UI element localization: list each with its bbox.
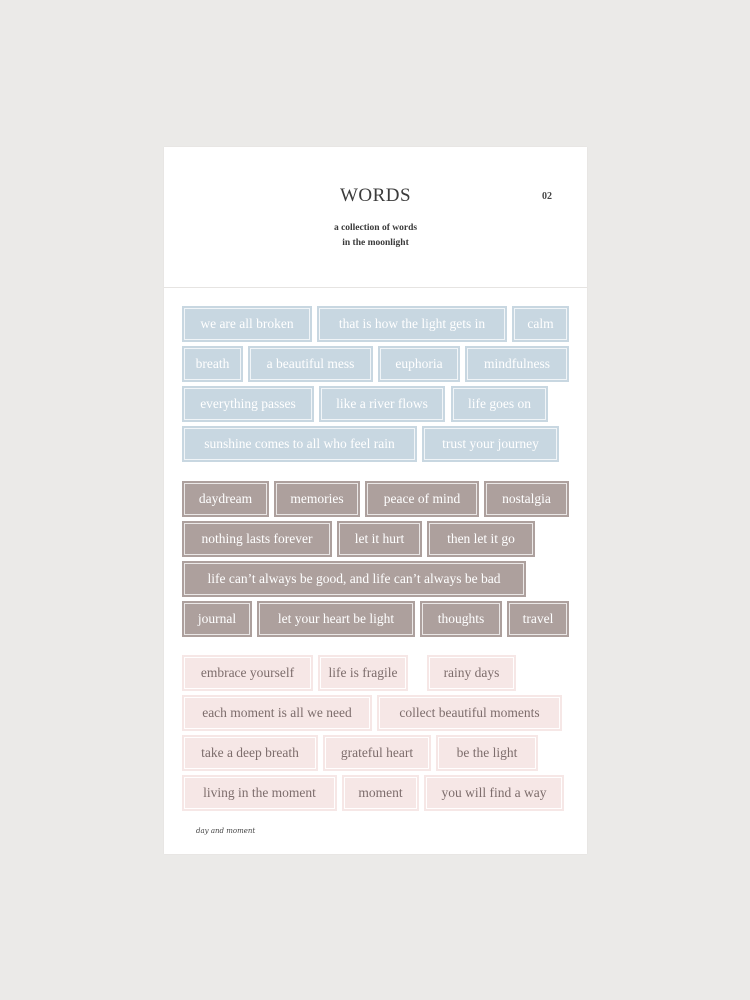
sticker-taupe: let it hurt xyxy=(337,521,422,557)
sheet-number: 02 xyxy=(542,191,552,202)
sticker-taupe: thoughts xyxy=(420,601,502,637)
sticker-pink: be the light xyxy=(436,735,538,771)
sticker-blue: euphoria xyxy=(378,346,460,382)
sticker-pink: collect beautiful moments xyxy=(377,695,562,731)
sticker-blue: life goes on xyxy=(451,386,548,422)
sticker-pink: take a deep breath xyxy=(182,735,318,771)
sticker-blue: breath xyxy=(182,346,243,382)
sticker-blue: everything passes xyxy=(182,386,314,422)
sticker-blue: mindfulness xyxy=(465,346,569,382)
sticker-taupe: memories xyxy=(274,481,360,517)
sticker-sheet xyxy=(164,147,587,854)
sticker-blue: like a river flows xyxy=(319,386,445,422)
sticker-taupe: peace of mind xyxy=(365,481,479,517)
sheet-title: WORDS xyxy=(339,185,412,206)
sticker-pink: each moment is all we need xyxy=(182,695,372,731)
sheet-subtitle-line-2: in the moonlight xyxy=(342,238,409,248)
sticker-pink: living in the moment xyxy=(182,775,337,811)
sticker-blue: sunshine comes to all who feel rain xyxy=(182,426,417,462)
sticker-taupe: journal xyxy=(182,601,252,637)
sticker-pink: rainy days xyxy=(427,655,516,691)
sticker-taupe: let your heart be light xyxy=(257,601,415,637)
sticker-blue: that is how the light gets in xyxy=(317,306,507,342)
sticker-pink: life is fragile xyxy=(318,655,408,691)
sticker-taupe: nostalgia xyxy=(484,481,569,517)
sticker-taupe: nothing lasts forever xyxy=(182,521,332,557)
sticker-blue: calm xyxy=(512,306,569,342)
sticker-pink: you will find a way xyxy=(424,775,564,811)
sticker-pink: embrace yourself xyxy=(182,655,313,691)
sticker-pink: moment xyxy=(342,775,419,811)
sticker-taupe: daydream xyxy=(182,481,269,517)
sheet-header xyxy=(164,147,587,288)
sticker-taupe: life can’t always be good, and life can’t always be bad xyxy=(182,561,526,597)
brand-signature: day and moment xyxy=(196,827,256,835)
sticker-blue: trust your journey xyxy=(422,426,559,462)
sticker-taupe: travel xyxy=(507,601,569,637)
sticker-taupe: then let it go xyxy=(427,521,535,557)
sticker-pink: grateful heart xyxy=(323,735,431,771)
sheet-subtitle-line-1: a collection of words xyxy=(333,223,418,233)
sticker-blue: a beautiful mess xyxy=(248,346,373,382)
sticker-blue: we are all broken xyxy=(182,306,312,342)
